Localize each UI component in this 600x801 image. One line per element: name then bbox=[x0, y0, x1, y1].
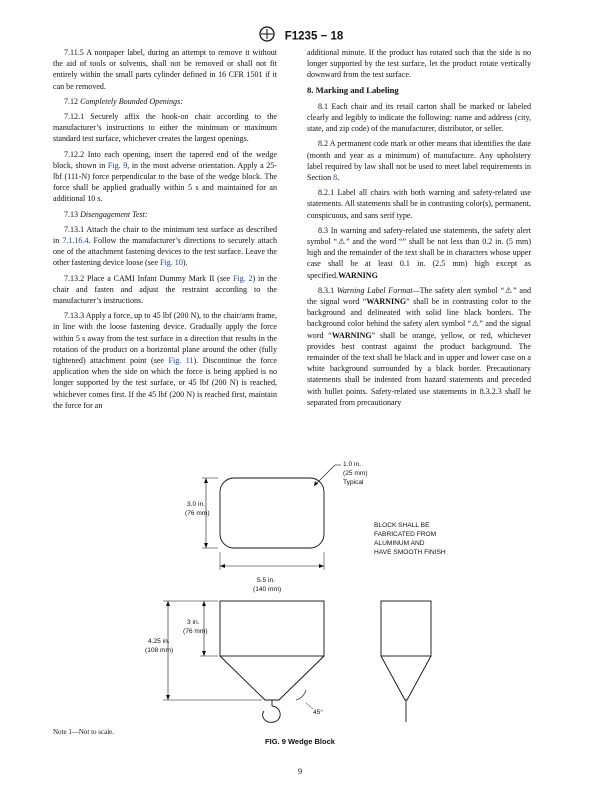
text-run: ” shall be orange, yellow, or red, whichever provides best contrast against the product background. The remainder of the text shall be black and in upper and lower case on a white background surrounded by a black border. Precautionary statements shall be indented from hazard statements and preceded with bullet points. Safety-related use statements in 8.3.2.3 shall be separated from precautionary bbox=[307, 330, 531, 407]
text-run: 7.13.1 Attach the chair to the minimum test surface as described in bbox=[53, 224, 277, 246]
text-run: , in the most adverse orientation. Apply a 25-lbf (111-N) force perpendicular to the base of the wedge block. The force shall be applied gradually within 5 s and maintained for an additional 10 s. bbox=[53, 160, 277, 204]
paragraph-p81 bbox=[307, 101, 531, 135]
text-run: 7.11.5 A nonpaper label, during an attempt to remove it without the aid of tools or solvents, shall not be removed or shall not fit entirely within the small parts cylinder defined in 16 CFR 1501 if it can be removed. bbox=[53, 48, 277, 91]
astm-logo-icon bbox=[257, 26, 277, 47]
warning-word: WARNING bbox=[338, 270, 378, 280]
paragraph-p83 bbox=[307, 225, 531, 281]
page-number: 9 bbox=[297, 766, 303, 776]
dim-top-height: 3.0 in. bbox=[187, 501, 205, 508]
wedge-front-body bbox=[220, 601, 324, 656]
fab-note-1: BLOCK SHALL BE bbox=[374, 522, 430, 529]
fab-note-3: ALUMINUM AND bbox=[374, 540, 425, 547]
paragraph-p7132 bbox=[53, 273, 277, 307]
text-run: 8.3.1 bbox=[318, 285, 337, 295]
dim-425: 4.25 in. bbox=[148, 638, 170, 645]
fab-note-2: FABRICATED FROM bbox=[374, 531, 437, 538]
wedge-hook bbox=[263, 706, 281, 722]
paragraph-p821 bbox=[307, 187, 531, 221]
text-run: ” shall be not less than 0.2 in. (5 mm) high and the remainder of the text shall be in characters whose upper case shall be at least 0.1 in. (2.5 mm) high except as specified. bbox=[307, 237, 531, 280]
cross-reference-link[interactable]: Fig. 11 bbox=[168, 356, 194, 366]
cross-reference-link[interactable]: Fig. 2 bbox=[232, 273, 253, 283]
cross-reference-link[interactable]: 8 bbox=[333, 173, 338, 183]
warning-word: WARNING bbox=[366, 297, 407, 307]
text-run: 8.3 In warning and safety-related use statements, the safety alert symbol “⚠” and the word “ bbox=[307, 225, 531, 247]
text-run: ” shall be in contrasting color to the background and delineated with solid line black borders. The background color behind the safety alert symbol “⚠” and the signal word “ bbox=[307, 297, 531, 340]
paragraph-p82 bbox=[307, 138, 531, 183]
dim-radius-mm: (25 mm) bbox=[343, 470, 368, 477]
warning-word: WARNING bbox=[331, 330, 372, 340]
cross-reference-link[interactable]: Fig. 9 bbox=[107, 160, 128, 170]
angle-45: 45° bbox=[313, 709, 323, 716]
paragraph-p712 bbox=[53, 96, 277, 107]
text-run: 7.13 bbox=[64, 209, 81, 219]
text-run: 8.2 A permanent code mark or other means that identifies the date (month and year as a minimum) of manufacture. Any upholstery label required by law shall not be used to meet label requirements in Section bbox=[307, 139, 531, 183]
paragraph-p7121 bbox=[53, 111, 277, 145]
section-heading bbox=[307, 85, 531, 96]
dim-width-mm: (140 mm) bbox=[253, 586, 282, 593]
dim-425-mm: (108 mm) bbox=[145, 647, 174, 654]
text-run: 7.13.2 Place a CAMI Infant Dummy Mark II (see bbox=[64, 273, 233, 283]
text-run: . Follow the manufacturer’s directions to securely attach one of the attachment fastening devices to the test surface. Leave the other fastening device loose (see bbox=[53, 236, 277, 268]
paragraph-p7133 bbox=[53, 310, 277, 411]
text-run: 7.12.1 Securely affix the hook-on chair according to the manufacturer’s instructions to either the minimum or maximum standard test surface, whichever creates the largest openings. bbox=[53, 112, 277, 144]
text-run: 7.12.2 Into each opening, insert the tapered end of the wedge block, shown in bbox=[53, 149, 277, 170]
text-run: ). bbox=[182, 258, 188, 268]
text-run: 7.13.3 Apply a force, up to 45 lbf (200 N), to the chair/arm frame, in line with the loose fastening device. Gradually apply the force within 5 s away from the test surface in a direction that results in the rotation of the product on a horizontal plane around the other (fully tightened) attachment point (see bbox=[53, 311, 277, 366]
wedge-side-body bbox=[381, 601, 431, 656]
paragraph-pcont bbox=[307, 47, 531, 81]
figure-caption: FIG. 9 Wedge Block bbox=[265, 737, 335, 746]
italic-heading: Warning Label Format— bbox=[336, 285, 420, 295]
paragraph-p831 bbox=[307, 285, 531, 408]
text-run: The safety alert symbol “⚠” and the signal word “ bbox=[307, 285, 532, 307]
text-run: 8.1 Each chair and its retail carton shall be marked or labeled clearly and legibly to indicate the following: name and address (city, state, and zip code) of the manufacturer, distributor, or seller. bbox=[307, 101, 531, 134]
text-run: 8. Marking and Labeling bbox=[307, 84, 399, 95]
text-run: additional minute. If the product has rotated such that the side is no longer supported by the test surface, let the product rotate vertically downward from the test surface. bbox=[307, 48, 531, 80]
fab-note-4: HAVE SMOOTH FINISH bbox=[374, 549, 446, 556]
dim-3in-mm: (76 mm) bbox=[183, 628, 208, 635]
wedge-front-taper bbox=[220, 656, 324, 700]
left-column bbox=[53, 47, 277, 415]
right-column bbox=[307, 47, 531, 412]
wedge-top-view bbox=[220, 478, 324, 548]
paragraph-p713 bbox=[53, 209, 277, 220]
cross-reference-link[interactable]: Fig. 10 bbox=[160, 258, 183, 268]
dim-width: 5.5 in. bbox=[257, 577, 275, 584]
cross-reference-link[interactable]: 7.1.16.4 bbox=[62, 236, 89, 246]
standard-designation: F1235 − 18 bbox=[284, 30, 344, 43]
wedge-side-taper bbox=[381, 656, 431, 700]
italic-heading: Completely Bounded Openings: bbox=[80, 96, 183, 106]
page-header bbox=[0, 26, 600, 47]
text-run: 8.2.1 Label all chairs with both warning and safety-related use statements. All statements shall be in contrasting color(s), permanent, conspicuous, and sans serif type. bbox=[307, 188, 531, 220]
dim-top-height-mm: (76 mm) bbox=[185, 510, 210, 517]
paragraph-p7115 bbox=[53, 47, 277, 92]
text-run: . bbox=[337, 173, 340, 183]
dim-radius-label: 1.0 in. bbox=[343, 461, 361, 468]
italic-heading: Disengagement Test: bbox=[80, 209, 148, 219]
text-run: ). Discontinue the force application when the side on which the force is being applied is no longer supported by the test surface, or 45 lbf (200 N) is reached, whichever comes first. If the 45 lbf (200 N) is reached first, maintain the force for an bbox=[53, 356, 277, 410]
figure-note: Note 1—Not to scale. bbox=[53, 728, 115, 736]
paragraph-p7131 bbox=[53, 224, 277, 269]
text-run: ) in the chair and fasten and adjust the restraint according to the manufacturer’s instructions. bbox=[53, 273, 277, 306]
dim-3in: 3 in. bbox=[187, 619, 200, 626]
dim-radius-typical: Typical bbox=[343, 479, 364, 486]
paragraph-p7122 bbox=[53, 149, 277, 205]
text-run: 7.12 bbox=[64, 96, 81, 106]
